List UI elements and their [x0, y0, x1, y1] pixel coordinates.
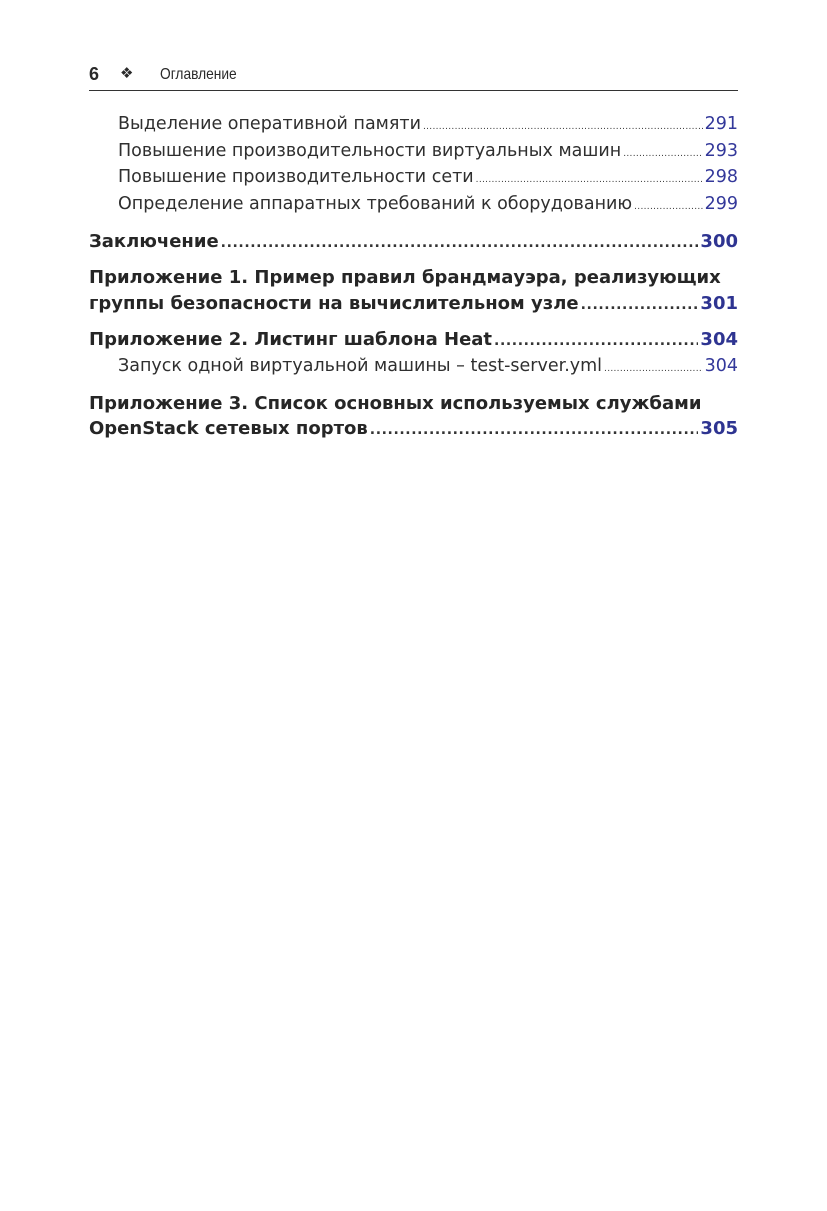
dot-leader	[476, 175, 703, 185]
toc-entry-appendix-1[interactable]	[89, 293, 738, 314]
dot-leader	[423, 122, 703, 132]
toc-entry-vm-performance[interactable]	[118, 141, 738, 161]
dot-leader	[494, 333, 698, 349]
toc-entry-title: Запуск одной виртуальной машины – test-server.yml	[118, 356, 603, 376]
toc-entry-title: группы безопасности на вычислительном узле	[89, 293, 579, 314]
toc-entry-network-performance[interactable]	[118, 167, 738, 187]
toc-entry-title: OpenStack сетевых портов	[89, 418, 368, 439]
toc-entry-title: Повышение производительности виртуальных машин	[118, 141, 622, 161]
toc-entry-title: Определение аппаратных требований к оборудованию	[118, 194, 633, 214]
ornament-icon: ❖	[120, 64, 134, 82]
toc-entry-page: 299	[704, 194, 738, 214]
dot-leader	[221, 235, 699, 251]
running-title: Оглавление	[160, 66, 237, 83]
dot-leader	[623, 149, 702, 159]
dot-leader	[604, 364, 703, 374]
toc-entry-title: Приложение 2. Листинг шаблона Heat	[89, 329, 493, 350]
dot-leader	[581, 297, 699, 313]
toc-entry-page: 304	[704, 356, 738, 376]
toc-entry-page: 305	[700, 418, 738, 439]
toc-entry-appendix-2[interactable]	[89, 329, 738, 350]
running-header	[89, 62, 738, 91]
toc-entry-page: 298	[704, 167, 738, 187]
toc-entry-hardware-requirements[interactable]	[118, 194, 738, 214]
toc-entry-appendix-1-title-line-1[interactable]: Приложение 1. Пример правил брандмауэра, реализующих	[89, 267, 721, 288]
page-number: 6	[89, 64, 100, 84]
toc-entry-page: 300	[700, 231, 738, 252]
toc-entry-page: 291	[704, 114, 738, 134]
toc-entry-page: 293	[704, 141, 738, 161]
toc-entry-memory-allocation[interactable]	[118, 114, 738, 134]
dot-leader	[370, 422, 699, 438]
toc-entry-title: Выделение оперативной памяти	[118, 114, 421, 134]
toc-entry-title: Повышение производительности сети	[118, 167, 474, 187]
toc-entry-appendix-3[interactable]	[89, 418, 738, 439]
toc-entry-conclusion[interactable]	[89, 231, 738, 252]
dot-leader	[634, 202, 702, 212]
toc-entry-title: Заключение	[89, 231, 219, 252]
toc-entry-page: 301	[700, 293, 738, 314]
toc-entry-launch-vm[interactable]	[118, 356, 738, 376]
toc-entry-appendix-3-title-line-1[interactable]: Приложение 3. Список основных используемых службами	[89, 393, 702, 414]
toc-entry-page: 304	[700, 329, 738, 350]
